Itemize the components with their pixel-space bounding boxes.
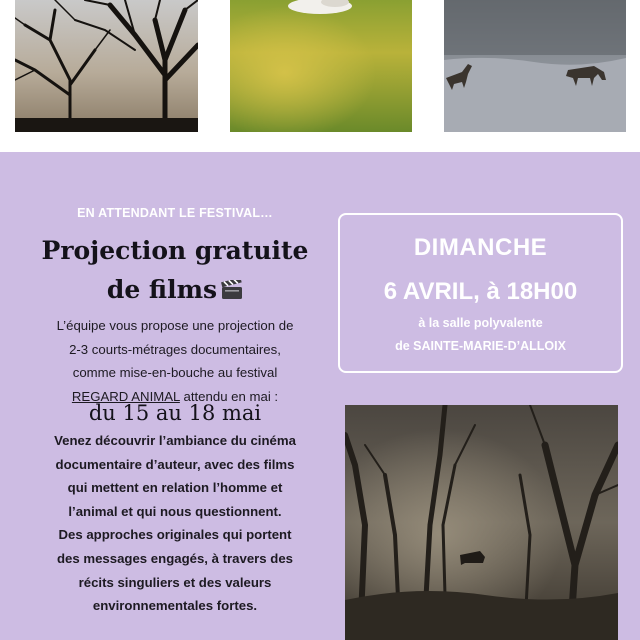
desc-line: l’animal et qui nous questionnent. xyxy=(68,503,282,519)
festival-link[interactable]: REGARD ANIMAL xyxy=(71,388,180,404)
intro-line-suffix: attendu en mai : xyxy=(179,388,279,404)
event-eyebrow: EN ATTENDANT LE FESTIVAL… xyxy=(77,206,273,220)
desc-line: Des approches originales qui portent xyxy=(58,527,292,543)
clapperboard-icon xyxy=(221,272,243,292)
event-title xyxy=(25,231,325,309)
desc-line: qui mettent en relation l’homme et xyxy=(67,480,283,496)
desc-line: documentaire d’auteur, avec des films xyxy=(55,456,295,472)
desc-line: Venez découvrir l’ambiance du cinéma xyxy=(54,433,296,448)
event-title-line2: de films xyxy=(106,275,218,304)
event-title-line2-wrap xyxy=(25,270,325,309)
desc-line: des messages engagés, à travers des xyxy=(56,550,294,566)
meadow-bird-photo[interactable] xyxy=(230,0,412,132)
photo-gallery xyxy=(0,0,640,152)
event-date-box xyxy=(338,213,623,373)
event-datetime: 6 AVRIL, à 18H00 xyxy=(383,278,578,305)
deer-field-photo[interactable] xyxy=(444,0,626,132)
event-section xyxy=(0,152,640,640)
festival-dates: du 15 au 18 mai xyxy=(88,401,262,425)
desc-line: récits singuliers et des valeurs xyxy=(78,574,272,590)
event-place-line2: de SAINTE-MARIE-D’ALLOIX xyxy=(395,339,566,353)
intro-line: 2-3 courts-métrages documentaires, xyxy=(69,341,281,357)
event-place-line1: à la salle polyvalente xyxy=(418,316,543,330)
silhouette-trees-photo[interactable] xyxy=(15,0,198,132)
event-title-line1: Projection gratuite xyxy=(41,236,309,265)
intro-line: L’équipe vous propose une projection de xyxy=(56,318,294,333)
event-intro xyxy=(25,314,325,408)
desc-line: environnementales fortes. xyxy=(92,598,258,614)
event-description xyxy=(25,429,325,618)
intro-line: comme mise-en-bouche au festival xyxy=(72,365,278,380)
event-day: DIMANCHE xyxy=(413,234,548,261)
forest-boar-photo[interactable] xyxy=(345,405,618,640)
